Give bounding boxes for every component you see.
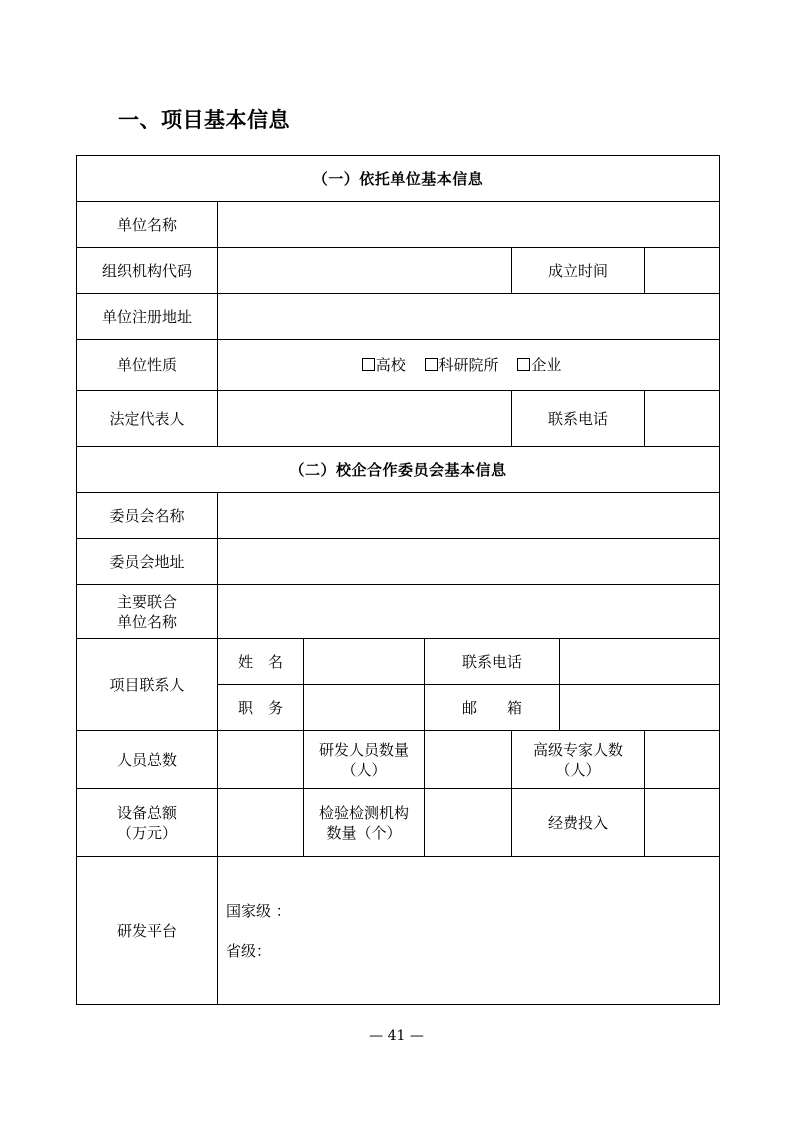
total-staff-field[interactable] bbox=[218, 731, 304, 789]
equipment-total-field[interactable] bbox=[218, 789, 304, 857]
org-code-label: 组织机构代码 bbox=[77, 248, 218, 294]
contact-phone-field[interactable] bbox=[560, 639, 720, 685]
established-field[interactable] bbox=[645, 248, 720, 294]
testing-institutions-field[interactable] bbox=[425, 789, 512, 857]
contact-name-label: 姓 名 bbox=[218, 639, 304, 685]
rd-platform-field[interactable] bbox=[218, 857, 720, 1005]
contact-phone-label: 联系电话 bbox=[425, 639, 560, 685]
established-label: 成立时间 bbox=[512, 248, 645, 294]
unit-name-label: 单位名称 bbox=[77, 202, 218, 248]
option-enterprise[interactable]: 企业 bbox=[517, 355, 561, 375]
contact-email-field[interactable] bbox=[560, 685, 720, 731]
contact-position-field[interactable] bbox=[304, 685, 425, 731]
rd-platform-label: 研发平台 bbox=[77, 857, 218, 1005]
committee-address-field[interactable] bbox=[218, 539, 720, 585]
rd-staff-field[interactable] bbox=[425, 731, 512, 789]
checkbox-icon[interactable] bbox=[362, 358, 375, 371]
unit-name-field[interactable] bbox=[218, 202, 720, 248]
reg-address-label: 单位注册地址 bbox=[77, 294, 218, 340]
committee-name-label: 委员会名称 bbox=[77, 493, 218, 539]
contact-email-label: 邮 箱 bbox=[425, 685, 560, 731]
senior-experts-label: 高级专家人数 （人） bbox=[512, 731, 645, 789]
project-info-table bbox=[76, 155, 720, 1005]
contact-name-field[interactable] bbox=[304, 639, 425, 685]
reg-address-field[interactable] bbox=[218, 294, 720, 340]
option-university[interactable]: 高校 bbox=[362, 355, 406, 375]
page-heading: 一、项目基本信息 bbox=[118, 108, 290, 132]
org-code-field[interactable] bbox=[218, 248, 512, 294]
checkbox-icon[interactable] bbox=[517, 358, 530, 371]
rd-staff-label: 研发人员数量 （人） bbox=[304, 731, 425, 789]
unit-type-label: 单位性质 bbox=[77, 340, 218, 391]
equipment-total-label: 设备总额 （万元） bbox=[77, 789, 218, 857]
contact-position-label: 职 务 bbox=[218, 685, 304, 731]
checkbox-icon[interactable] bbox=[425, 358, 438, 371]
section-2-title: （二）校企合作委员会基本信息 bbox=[77, 447, 720, 493]
total-staff-label: 人员总数 bbox=[77, 731, 218, 789]
provincial-level-label: 省级： bbox=[226, 941, 272, 960]
senior-experts-field[interactable] bbox=[645, 731, 720, 789]
funding-label: 经费投入 bbox=[512, 789, 645, 857]
committee-name-field[interactable] bbox=[218, 493, 720, 539]
project-contact-label: 项目联系人 bbox=[77, 639, 218, 731]
funding-field[interactable] bbox=[645, 789, 720, 857]
committee-address-label: 委员会地址 bbox=[77, 539, 218, 585]
phone-field[interactable] bbox=[645, 391, 720, 447]
unit-type-options bbox=[218, 340, 720, 391]
national-level-label: 国家级 ： bbox=[226, 901, 291, 920]
page-number: — 41 — bbox=[369, 1028, 424, 1044]
section-1-title: （一）依托单位基本信息 bbox=[77, 156, 720, 202]
legal-rep-field[interactable] bbox=[218, 391, 512, 447]
main-units-field[interactable] bbox=[218, 585, 720, 639]
legal-rep-label: 法定代表人 bbox=[77, 391, 218, 447]
phone-label: 联系电话 bbox=[512, 391, 645, 447]
testing-institutions-label: 检验检测机构 数量（个） bbox=[304, 789, 425, 857]
option-research-institute[interactable]: 科研院所 bbox=[425, 355, 499, 375]
main-units-label: 主要联合 单位名称 bbox=[77, 585, 218, 639]
